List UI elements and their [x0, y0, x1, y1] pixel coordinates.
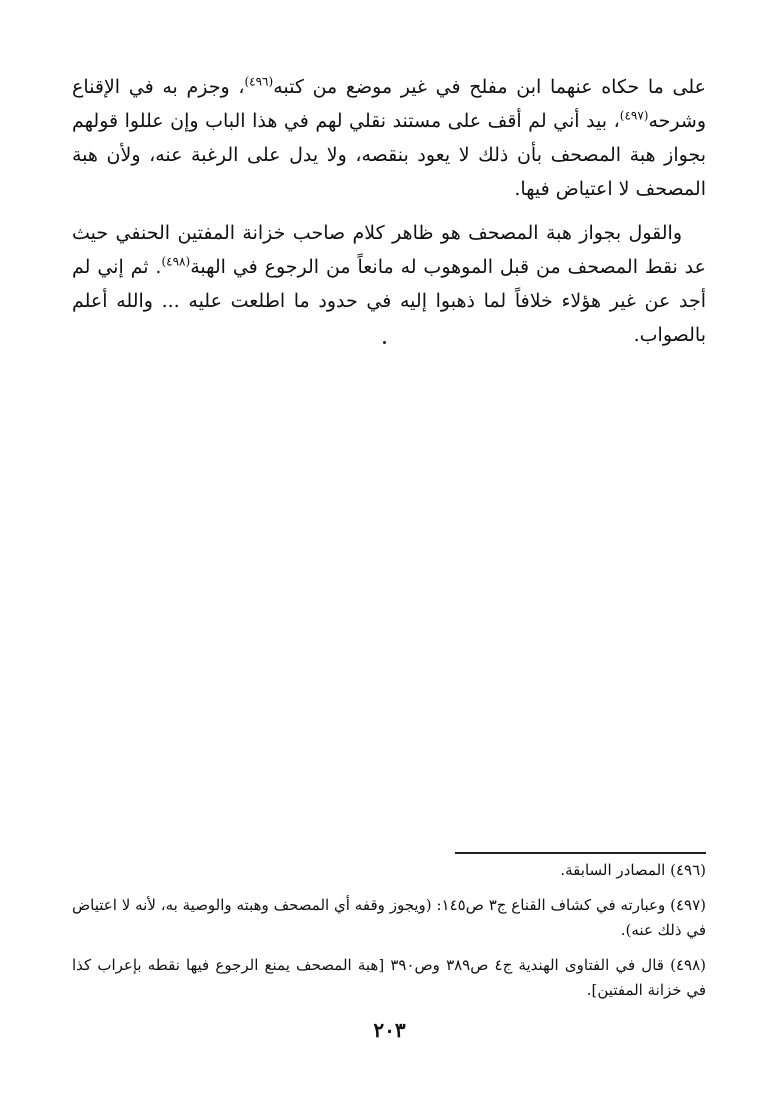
- footnote-separator: [455, 852, 706, 854]
- p2-text-1: والقول بجواز هبة المصحف هو ظاهر كلام صاحب خزانة المفتين الحنفي حيث عد نقط المصحف من قبل الموهوب له مانعاً من الرجوع في الهبة: [72, 222, 706, 278]
- p1-text-2: ، وجزم به في الإقناع وشرحه: [72, 76, 706, 132]
- p1-text-1: على ما حكاه عنهما ابن مفلح في غير موضع من كتبه: [273, 76, 706, 98]
- paragraph-1: [72, 70, 706, 206]
- footnote-496: [72, 858, 706, 883]
- footnote-text: قال في الفتاوى الهندية ج٤ ص٣٨٩ وص٣٩٠ [هبة المصحف يمنع الرجوع فيها نقطه بإعراب كذا في خزانة المفتين].: [72, 956, 706, 999]
- main-text: [72, 70, 706, 362]
- page-number: ٢٠٣: [373, 1018, 406, 1042]
- paragraph-2: [72, 216, 706, 352]
- footnote-ref-498: (٤٩٨): [161, 254, 191, 269]
- footnote-498: [72, 953, 706, 1003]
- footnotes: [72, 858, 706, 1013]
- footnote-497: [72, 893, 706, 943]
- footnote-text: وعبارته في كشاف القناع ج٣ ص١٤٥: (ويجوز وقفه أي المصحف وهبته والوصية به، لأنه لا اعتياض في ذلك عنه).: [72, 896, 706, 939]
- footnote-text: المصادر السابقة.: [560, 861, 666, 879]
- stray-dot: [383, 341, 386, 344]
- p2-text-2: . ثم إني لم أجد عن غير هؤلاء خلافاً لما ذهبوا إليه في حدود ما اطلعت عليه ... والله أعلم بالصواب.: [72, 256, 706, 346]
- footnote-ref-496: (٤٩٦): [244, 74, 274, 89]
- footnote-number: (٤٩٧): [670, 896, 706, 914]
- p1-text-3: ، بيد أني لم أقف على مستند نقلي لهم في هذا الباب وإن عللوا قولهم بجواز هبة المصحف بأن ذلك لا يعود بنقصه، ولا يدل على الرغبة عنه، ولأن هبة المصحف لا اعتياض فيها.: [72, 110, 706, 200]
- footnote-ref-497: (٤٩٧): [619, 108, 649, 123]
- footnote-number: (٤٩٨): [670, 956, 706, 974]
- footnote-number: (٤٩٦): [670, 861, 706, 879]
